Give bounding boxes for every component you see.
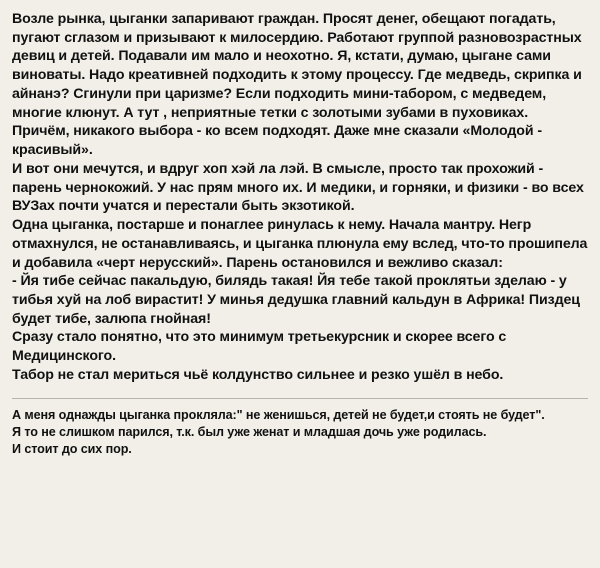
story-paragraph: Одна цыганка, постарше и понаглее ринулась к нему. Начала мантру. Негр отмахнулся, не останавливаясь, и цыганка плюнула ему вслед, что-то прошипела и добавила «черт нерусский». Парень остановился и вежливо сказал: [12,217,588,271]
bottom-spacer [12,458,588,562]
comment-text [12,407,588,458]
comment-paragraph: Я то не слишком парился, т.к. был уже женат и младшая дочь уже родилась. [12,424,487,439]
comment-paragraph: А меня однажды цыганка прокляла:" не женишься, детей не будет,и стоять не будет". [12,407,545,422]
story-paragraph: - Йя тибе сейчас пакальдую, билядь такая! Йя тебе такой проклятьи зделаю - у тибья хуй на лоб вирастит! У минья дедушка главний кальдун в Африка! Пиздец будет тибе, залюпа гнойная! [12,273,580,327]
story-paragraph: Табор не стал мериться чьё колдунство сильнее и резко ушёл в небо. [12,366,504,383]
story-paragraph: Возле рынка, цыганки запаривают граждан. Просят денег, обещают погадать, пугают сглазом и призывают к милосердию. Работают группой разновозрастных девиц и детей. Подавали им мало и неохотно. Я, кстати, думаю, цыгане сами виноваты. Надо креативней подходить к этому процессу. Где медведь, скрипка и айнанэ? Сгинули при царизме? Если подходить мини-табором, с медведем, многие клюнут. А тут , неприятные тетки с золотыми зубами в пуховиках. Причём, никакого выбора - ко всем подходят. Даже мне сказали «Молодой - красивый». [12,11,582,159]
main-story-text [12,10,588,385]
story-paragraph: И вот они мечутся, и вдруг хоп хэй ла лэй. В смысле, просто так прохожий - парень чернокожий. У нас прям много их. И медики, и горняки, и физики - во всех ВУЗах почти учатся и перестали быть экзотикой. [12,160,584,215]
story-paragraph: Сразу стало понятно, что это минимум третьекурсник и скорее всего с Медицинского. [12,329,507,365]
comment-paragraph: И стоит до сих пор. [12,441,132,456]
section-divider [12,398,588,399]
